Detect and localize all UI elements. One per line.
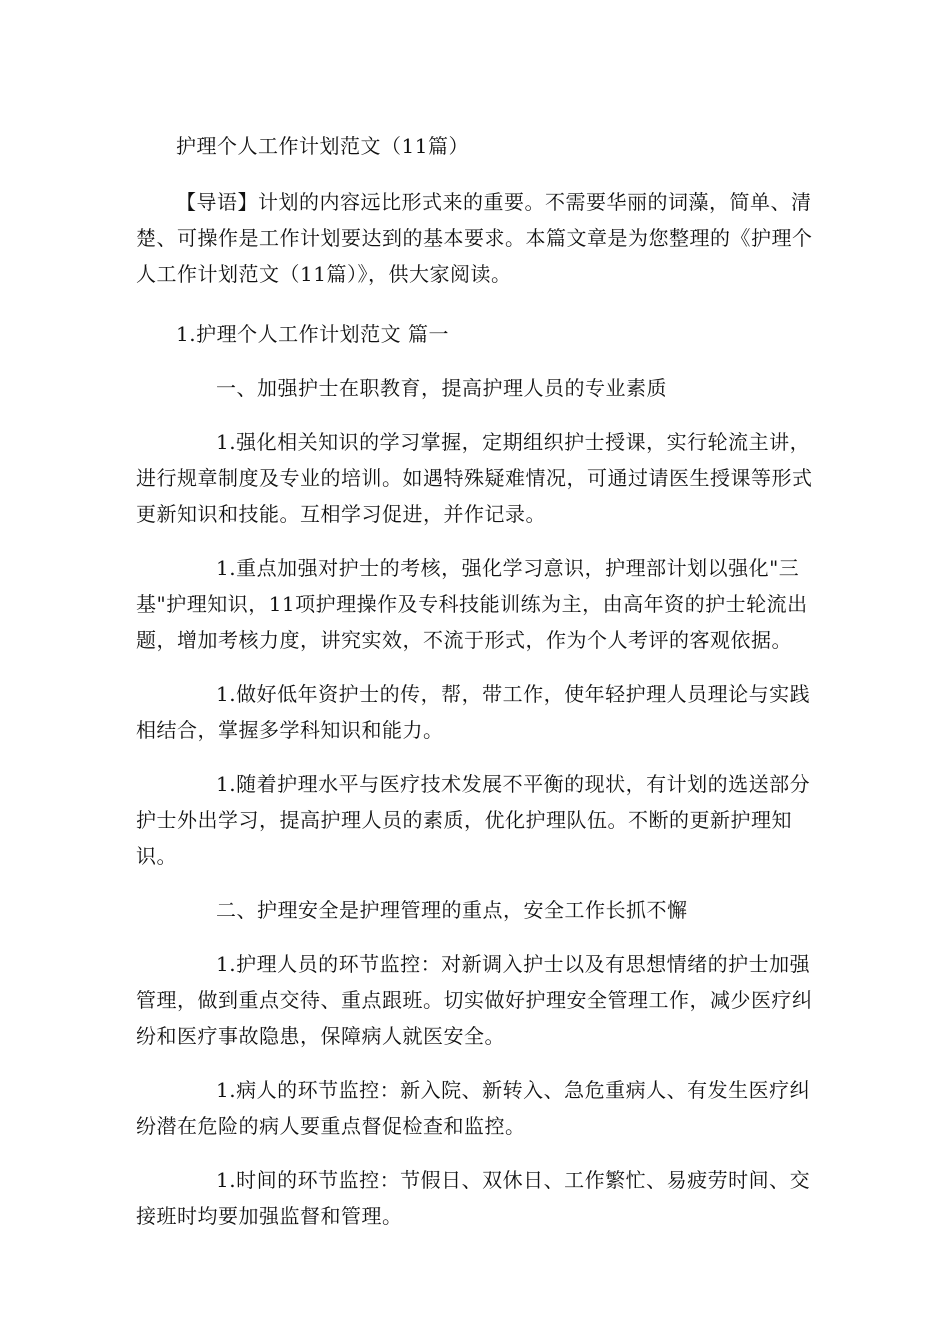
document-body: [136, 128, 816, 1234]
paragraph: 1.强化相关知识的学习掌握，定期组织护士授课，实行轮流主讲，进行规章制度及专业的培训。如遇特殊疑难情况，可通过请医生授课等形式更新知识和技能。互相学习促进，并作记录。: [136, 430, 813, 526]
paragraph: 1.随着护理水平与医疗技术发展不平衡的现状，有计划的选送部分护士外出学习，提高护理人员的素质，优化护理队伍。不断的更新护理知识。: [136, 772, 811, 868]
paragraph: 1.护理人员的环节监控：对新调入护士以及有思想情绪的护士加强管理，做到重点交待、重点跟班。切实做好护理安全管理工作，减少医疗纠纷和医疗事故隐患，保障病人就医安全。: [136, 952, 813, 1048]
heading-education: 一、加强护士在职教育，提高护理人员的专业素质: [216, 376, 667, 400]
section-title: 1.护理个人工作计划范文 篇一: [176, 322, 449, 346]
paragraph: 1.做好低年资护士的传，帮，带工作，使年轻护理人员理论与实践相结合，掌握多学科知识和能力。: [136, 682, 811, 742]
document-title: 护理个人工作计划范文（11篇）: [176, 134, 469, 158]
intro-paragraph: 【导语】计划的内容远比形式来的重要。不需要华丽的词藻，简单、清楚、可操作是工作计划要达到的基本要求。本篇文章是为您整理的《护理个人工作计划范文（11篇）》，供大家阅读。: [136, 190, 813, 286]
paragraph: 1.时间的环节监控：节假日、双休日、工作繁忙、易疲劳时间、交接班时均要加强监督和管理。: [136, 1168, 811, 1228]
heading-safety: 二、护理安全是护理管理的重点，安全工作长抓不懈: [216, 898, 688, 922]
paragraph: 1.重点加强对护士的考核，强化学习意识，护理部计划以强化"三基"护理知识，11项护理操作及专科技能训练为主，由高年资的护士轮流出题，增加考核力度，讲究实效，不流于形式，作为个人考评的客观依据。: [136, 556, 808, 652]
paragraph: 1.病人的环节监控：新入院、新转入、急危重病人、有发生医疗纠纷潜在危险的病人要重点督促检查和监控。: [136, 1078, 811, 1138]
